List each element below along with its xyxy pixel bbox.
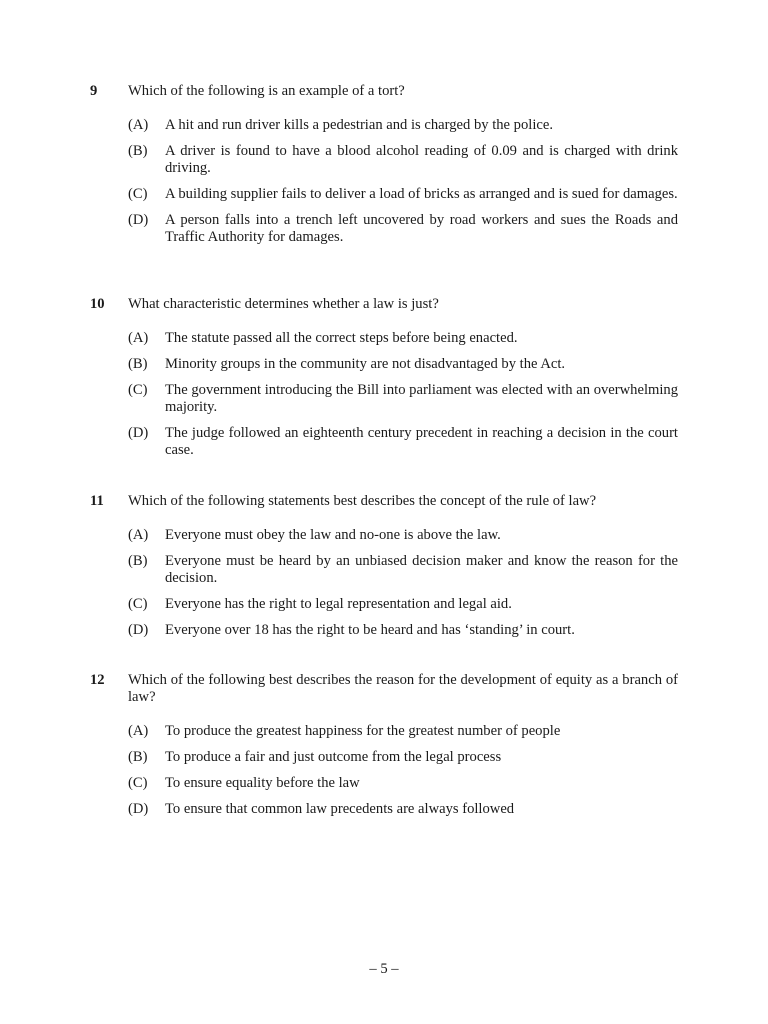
option-b (128, 749, 678, 766)
option-label: (D) (128, 212, 149, 228)
option-label: (A) (128, 330, 149, 346)
question-header (90, 493, 678, 510)
option-label: (C) (128, 382, 148, 398)
answer-options (90, 527, 678, 639)
option-label: (D) (128, 425, 149, 441)
question-10 (90, 296, 678, 468)
question-9 (90, 83, 678, 255)
option-c (128, 382, 678, 416)
option-text: Everyone must be heard by an unbiased decision maker and know the reason for the decision. (165, 553, 678, 586)
option-label: (D) (128, 801, 149, 817)
option-b (128, 553, 678, 587)
question-header (90, 83, 678, 100)
option-text: A driver is found to have a blood alcohol reading of 0.09 and is charged with drink driving. (165, 143, 678, 176)
question-text: Which of the following best describes the reason for the development of equity as a branch of law? (128, 672, 678, 705)
option-a (128, 723, 678, 740)
option-a (128, 117, 678, 134)
option-text: To ensure equality before the law (165, 775, 360, 791)
option-text: Everyone has the right to legal representation and legal aid. (165, 596, 512, 612)
question-header (90, 672, 678, 706)
option-c (128, 775, 678, 792)
option-d (128, 212, 678, 246)
option-label: (A) (128, 723, 149, 739)
option-label: (C) (128, 775, 148, 791)
question-text: What characteristic determines whether a law is just? (128, 296, 439, 312)
option-label: (C) (128, 596, 148, 612)
option-d (128, 425, 678, 459)
question-number: 10 (90, 296, 105, 312)
question-12 (90, 672, 678, 827)
option-text: Everyone over 18 has the right to be heard and has ‘standing’ in court. (165, 622, 575, 638)
option-text: The judge followed an eighteenth century precedent in reaching a decision in the court case. (165, 425, 678, 458)
option-label: (B) (128, 143, 148, 159)
option-label: (A) (128, 117, 149, 133)
option-text: To produce the greatest happiness for the greatest number of people (165, 723, 561, 739)
question-text: Which of the following statements best describes the concept of the rule of law? (128, 493, 597, 509)
option-label: (A) (128, 527, 149, 543)
option-text: A hit and run driver kills a pedestrian and is charged by the police. (165, 117, 553, 133)
question-number: 11 (90, 493, 104, 509)
answer-options (90, 117, 678, 246)
option-d (128, 801, 678, 818)
option-label: (B) (128, 749, 148, 765)
answer-options (90, 330, 678, 459)
option-c (128, 596, 678, 613)
option-label: (B) (128, 553, 148, 569)
option-text: To ensure that common law precedents are always followed (165, 801, 515, 817)
option-text: The statute passed all the correct steps before being enacted. (165, 330, 518, 346)
option-b (128, 356, 678, 373)
option-text: To produce a fair and just outcome from the legal process (165, 749, 502, 765)
option-a (128, 527, 678, 544)
option-c (128, 186, 678, 203)
question-number: 9 (90, 83, 98, 99)
option-label: (D) (128, 622, 149, 638)
option-label: (C) (128, 186, 148, 202)
option-d (128, 622, 678, 639)
question-header (90, 296, 678, 313)
option-text: Everyone must obey the law and no-one is above the law. (165, 527, 501, 543)
question-number: 12 (90, 672, 105, 688)
option-text: A person falls into a trench left uncovered by road workers and sues the Roads and Traffic Authority for damages. (165, 212, 678, 245)
question-11 (90, 493, 678, 648)
option-b (128, 143, 678, 177)
question-text: Which of the following is an example of a tort? (128, 83, 405, 99)
option-text: Minority groups in the community are not disadvantaged by the Act. (165, 356, 566, 372)
page-number: – 5 – (369, 961, 399, 977)
option-text: A building supplier fails to deliver a load of bricks as arranged and is sued for damages. (165, 186, 678, 202)
option-label: (B) (128, 356, 148, 372)
option-text: The government introducing the Bill into parliament was elected with an overwhelming majority. (165, 382, 678, 415)
answer-options (90, 723, 678, 818)
option-a (128, 330, 678, 347)
